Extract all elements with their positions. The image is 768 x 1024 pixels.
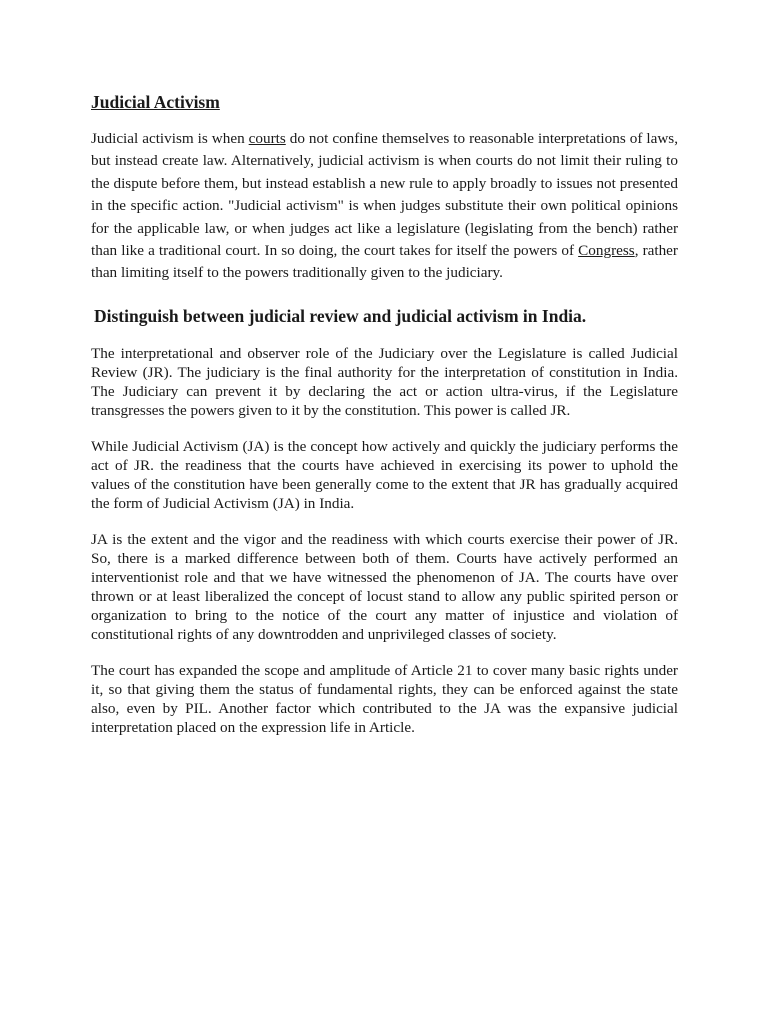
courts-link[interactable]: courts	[248, 130, 286, 147]
paragraph-difference: JA is the extent and the vigor and the readiness with which courts exercise their power of JR. So, there is a marked difference between both of them. Courts have actively performed an interventionist role and that we have witnessed the phenomenon of JA. The courts have over thrown or at least liberalized the concept of locust stand to allow any public spirited person or organization to bring to the notice of the court any matter of injustice and violation of constitutional rights of any downtrodden and unprivileged classes of society.	[91, 530, 678, 643]
page-title: Judicial Activism	[91, 92, 220, 112]
intro-text-start: Judicial activism is when	[91, 130, 249, 147]
section-heading: Distinguish between judicial review and judicial activism in India.	[94, 305, 587, 326]
intro-text-end: , rather than limiting itself to the powers traditionally given to the judiciary.	[91, 242, 678, 282]
paragraph-article-21: The court has expanded the scope and amplitude of Article 21 to cover many basic rights under it, so that giving them the status of fundamental rights, they can be enforced against the state also, even by PIL. Another factor which contributed to the JA was the expansive judicial interpretation placed on the expression life in Article.	[91, 661, 678, 736]
paragraph-judicial-review: The interpretational and observer role of the Judiciary over the Legislature is called Judicial Review (JR). The judiciary is the final authority for the interpretation of constitution in India. The Judiciary can prevent it by declaring the act or action ultra-virus, if the Legislature transgresses the powers given to it by the constitution. This power is called JR.	[91, 344, 678, 419]
intro-paragraph	[91, 128, 678, 285]
document-page	[91, 90, 678, 737]
intro-text-middle: do not confine themselves to reasonable interpretations of laws, but instead create law. Alternatively, judicial activism is when courts do not limit their ruling to the dispute before them, but instead establish a new rule to apply broadly to issues not presented in the specific action. "Judicial activism" is when judges substitute their own political opinions for the applicable law, or when judges act like a legislature (legislating from the bench) rather than like a traditional court. In so doing, the court takes for itself the powers of	[91, 130, 678, 260]
congress-link[interactable]: Congress	[578, 242, 635, 260]
paragraph-judicial-activism: While Judicial Activism (JA) is the concept how actively and quickly the judiciary performs the act of JR. the readiness that the courts have achieved in exercising its power to uphold the values of the constitution have been generally come to the extent that JR has gradually acquired the form of Judicial Activism (JA) in India.	[91, 437, 678, 512]
